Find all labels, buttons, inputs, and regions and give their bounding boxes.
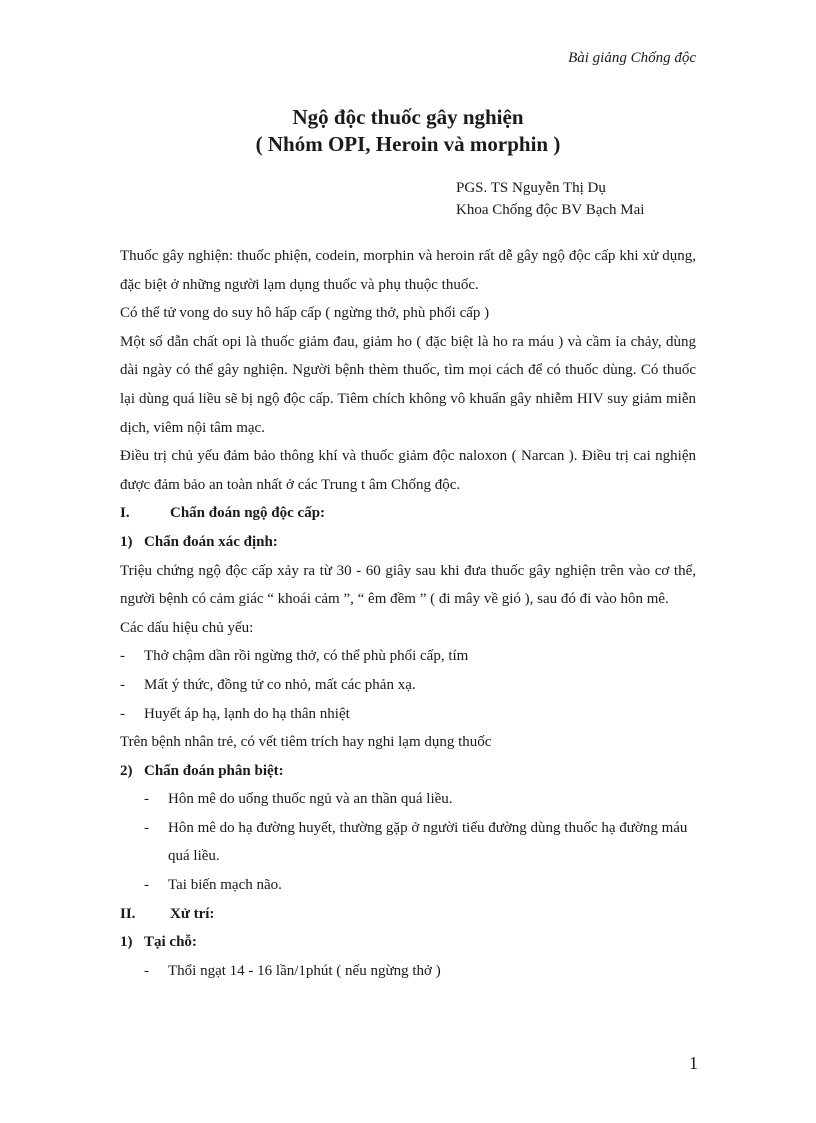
list-item-text: Tai biến mạch não. <box>168 877 282 894</box>
list-item <box>120 671 696 700</box>
section-heading <box>120 900 696 929</box>
list-item <box>120 642 696 671</box>
list-item <box>120 785 696 814</box>
title-line-2: ( Nhóm OPI, Heroin và morphin ) <box>255 132 561 156</box>
subsection-heading <box>120 928 696 957</box>
author-name: PGS. TS Nguyễn Thị Dụ <box>456 180 606 196</box>
subsection-number: 1) <box>120 934 133 951</box>
intro-paragraph: Một số dẫn chất opi là thuốc giảm đau, giảm ho ( đặc biệt là ho ra máu ) và cầm ỉa chảy, dùng dài ngày có thể gây nghiện. Người bệnh thèm thuốc, tìm mọi cách để có thuốc dùng. Có thuốc lại dùng quá liều sẽ bị ngộ độc cấp. Tiêm chích không vô khuẩn gây nhiễm HIV suy giảm miễn dịch, viêm nội tâm mạc. <box>120 333 696 436</box>
dash-bullet: - <box>120 676 125 693</box>
body-paragraph: Triệu chứng ngộ độc cấp xảy ra từ 30 - 60 giây sau khi đưa thuốc gây nghiện trên vào cơ thể, người bệnh có cảm giác “ khoái cảm ”, “ êm đềm ” ( đi mây về gió ), sau đó đi vào hôn mê. <box>120 562 696 608</box>
body-paragraph: Trên bệnh nhân trẻ, có vết tiêm trích hay nghi lạm dụng thuốc <box>120 734 492 751</box>
running-header: Bài giảng Chống độc <box>568 50 696 66</box>
document-body <box>120 242 696 985</box>
list-item <box>120 957 696 986</box>
intro-paragraph: Điều trị chủ yếu đảm bảo thông khí và thuốc giảm độc naloxon ( Narcan ). Điều trị cai nghiện được đảm bảo an toàn nhất ở các Trung t âm Chống độc. <box>120 448 696 493</box>
intro-paragraph: Có thể tử vong do suy hô hấp cấp ( ngừng thở, phù phổi cấp ) <box>120 305 490 322</box>
list-item-text: Hôn mê do uống thuốc ngủ và an thần quá liều. <box>168 791 453 808</box>
list-item-text: Thổi ngạt 14 - 16 lần/1phút ( nếu ngừng thở ) <box>168 962 441 979</box>
dash-bullet: - <box>120 705 125 722</box>
list-item-text: Hôn mê do hạ đường huyết, thường gặp ở người tiểu đường dùng thuốc hạ đường máu quá liều. <box>168 819 688 865</box>
subsection-number: 1) <box>120 533 133 550</box>
author-affiliation: Khoa Chống độc BV Bạch Mai <box>456 202 645 218</box>
subsection-title: Tại chỗ: <box>144 934 197 951</box>
section-title: Xử trí: <box>170 905 215 922</box>
section-title: Chẩn đoán ngộ độc cấp: <box>170 505 326 522</box>
signs-label: Các dấu hiệu chủ yếu: <box>120 619 254 636</box>
list-item <box>120 814 696 871</box>
intro-paragraph: Thuốc gây nghiện: thuốc phiện, codein, morphin và heroin rất dễ gây ngộ độc cấp khi xử dụng, đặc biệt ở những người lạm dụng thuốc và phụ thuộc thuốc. <box>120 248 696 293</box>
subsection-title: Chẩn đoán phân biệt: <box>144 762 284 779</box>
author-block <box>456 177 644 221</box>
list-item <box>120 700 696 729</box>
section-number: II. <box>120 905 136 922</box>
section-heading <box>120 499 696 528</box>
title-line-1: Ngộ độc thuốc gây nghiện <box>292 105 524 129</box>
section-number: I. <box>120 505 130 522</box>
dash-bullet: - <box>120 648 125 665</box>
subsection-number: 2) <box>120 762 133 779</box>
document-title <box>0 104 816 158</box>
list-item-text: Mất ý thức, đồng tử co nhỏ, mất các phản xạ. <box>144 676 416 693</box>
list-item <box>120 871 696 900</box>
list-item-text: Thở chậm dần rồi ngừng thở, có thể phù phổi cấp, tím <box>144 648 469 665</box>
subsection-heading <box>120 757 696 786</box>
dash-bullet: - <box>144 791 149 808</box>
dash-bullet: - <box>144 819 149 836</box>
list-item-text: Huyết áp hạ, lạnh do hạ thân nhiệt <box>144 705 350 722</box>
dash-bullet: - <box>144 962 149 979</box>
page-number: 1 <box>689 1053 698 1073</box>
subsection-heading <box>120 528 696 557</box>
subsection-title: Chẩn đoán xác định: <box>144 533 278 550</box>
dash-bullet: - <box>144 877 149 894</box>
